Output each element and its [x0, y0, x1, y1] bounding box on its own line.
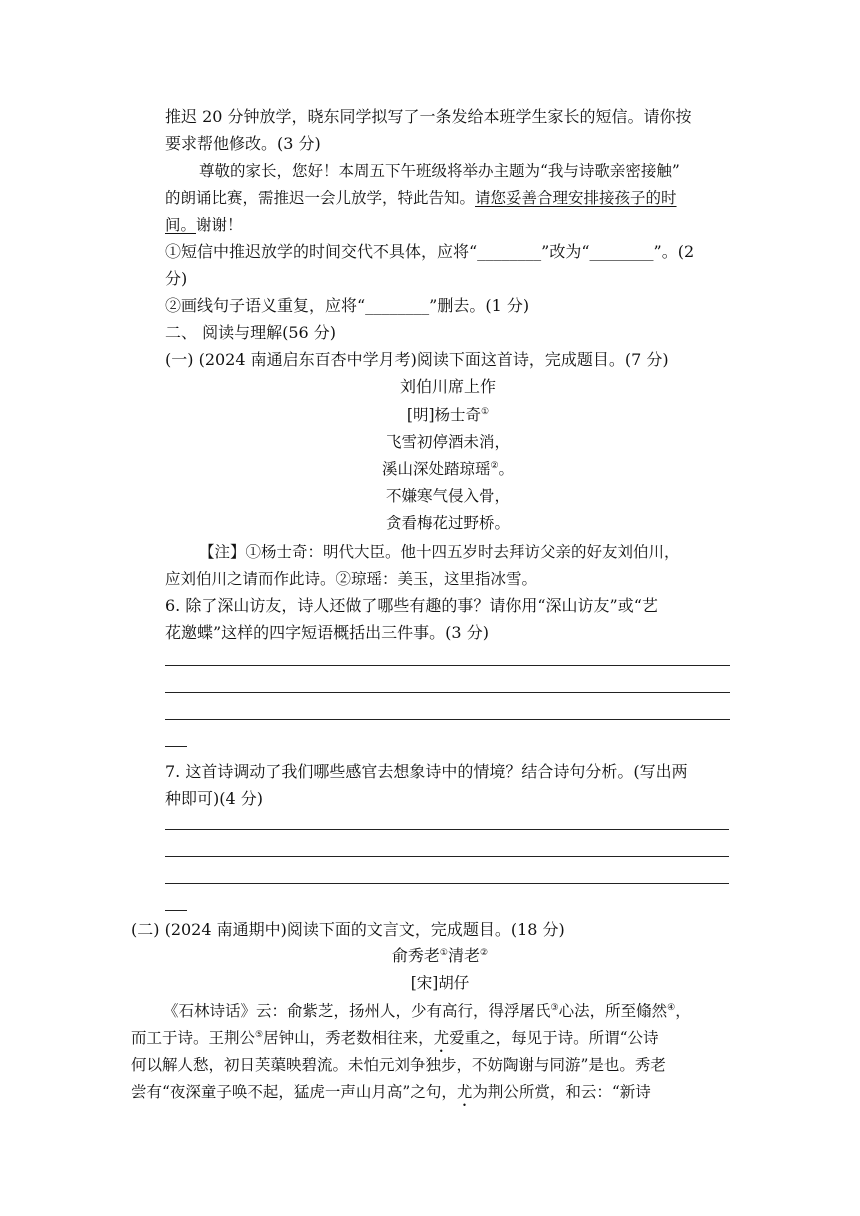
poem-notes-line2: 应刘伯川之请而作此诗。②琼瑶：美玉，这里指冰雪。 [165, 570, 538, 588]
part1-intro: (一) (2024 南通启东百杏中学月考)阅读下面这首诗，完成题目。(7 分) [165, 350, 669, 369]
q7-line2: 种即可)(4 分) [165, 789, 263, 808]
prose-author: [宋]胡仔 [410, 974, 470, 992]
underlined-sentence: 请您妥善合理安排接孩子的时 [475, 189, 677, 207]
note-marker: ① [481, 407, 490, 417]
poem-line-2-text: 溪山深处踏琼瑶 [381, 460, 491, 478]
q6-line1: 6. 除了深山访友，诗人还做了哪些有趣的事？请你用“深山访友”或“艺 [165, 596, 658, 615]
answer-line[interactable] [165, 883, 729, 884]
q6-line2: 花邀蝶”这样的四字短语概括出三件事。(3 分) [165, 623, 489, 642]
answer-line[interactable] [165, 746, 187, 747]
q5-message-line3 [165, 213, 243, 237]
answer-line[interactable] [165, 665, 730, 666]
answer-line[interactable] [165, 692, 730, 693]
poem-notes-line1: 【注】①杨士奇：明代大臣。他十四五岁时去拜访父亲的好友刘伯川， [199, 543, 680, 561]
message-text: 的朗诵比赛，需推迟一会儿放学，特此告知。 [165, 189, 476, 207]
part2-intro: (二) (2024 南通期中)阅读下面的文言文，完成题目。(18 分) [131, 920, 565, 939]
prose-title [0, 944, 860, 968]
answer-line[interactable] [165, 910, 187, 911]
q5-sub2: ②画线句子语义重复，应将“________”删去。(1 分) [165, 296, 530, 315]
prose-text: 尝有“夜深童子唤不起，猛虎一声山月高”之句， [131, 1083, 457, 1101]
poem-line-1: 飞雪初停酒未消， [385, 433, 510, 451]
answer-line[interactable] [165, 856, 729, 857]
note-marker: ③ [550, 1003, 559, 1013]
prose-text: 《石林诗话》云：俞紫芝，扬州人，少有高行，得浮屠氏 [163, 1002, 551, 1020]
prose-line3: 何以解人愁，初日芙蕖映碧流。未怕元刘争独步，不妨陶谢与同游”是也。秀老 [131, 1056, 666, 1074]
q7-line1: 7. 这首诗调动了我们哪些感官去想象诗中的情境？结合诗句分析。(写出两 [165, 762, 688, 781]
message-thanks: 谢谢！ [196, 216, 243, 234]
poem-author [0, 403, 860, 427]
prose-title-a: 俞秀老 [391, 946, 440, 965]
prose-line1 [163, 999, 691, 1023]
note-marker: ② [480, 948, 489, 958]
underlined-sentence-end: 间。 [165, 216, 197, 234]
answer-line[interactable] [165, 719, 730, 720]
prose-text: ， [675, 1002, 691, 1020]
prose-line4 [131, 1080, 651, 1110]
poem-line-3: 不嫌寒气侵入骨， [385, 487, 510, 505]
q5-sub1-line1: ①短信中推迟放学的时间交代不具体，应将“________”改为“________”。(2 [165, 242, 695, 261]
prose-text: 居钟山，秀老数相往来， [263, 1029, 434, 1047]
q5-stem-line2: 要求帮他修改。(3 分) [165, 134, 321, 153]
q5-message-line1: 尊敬的家长，您好！本周五下午班级将举办主题为“我与诗歌亲密接触” [199, 162, 680, 180]
emphasized-character: 尤 [433, 1029, 450, 1047]
prose-text: 而工于诗。王荆公 [131, 1029, 256, 1047]
q5-sub1-line2: 分) [165, 269, 188, 288]
poem-author-name: [明]杨士奇 [406, 406, 482, 424]
poem-line-2 [0, 457, 860, 481]
q5-message-line2 [165, 186, 677, 210]
prose-title-b: 清老 [448, 946, 481, 965]
note-marker: ① [439, 948, 448, 958]
prose-line2 [131, 1026, 659, 1056]
note-marker: ⑤ [255, 1030, 264, 1040]
emphasized-character: 尤 [456, 1083, 473, 1101]
q5-stem-line1: 推迟 20 分钟放学，晓东同学拟写了一条发给本班学生家长的短信。请你按 [165, 107, 692, 126]
note-marker: ② [490, 461, 499, 471]
prose-text: 心法，所至翛然 [558, 1002, 668, 1020]
answer-line[interactable] [165, 829, 729, 830]
poem-title: 刘伯川席上作 [399, 377, 496, 396]
prose-text: 为荆公所赏，和云：“新诗 [472, 1083, 651, 1101]
section-heading: 二、 阅读与理解(56 分) [165, 323, 337, 342]
poem-line-2-end: 。 [498, 460, 515, 478]
note-marker: ④ [667, 1003, 676, 1013]
poem-line-4: 贪看梅花过野桥。 [385, 514, 510, 532]
prose-text: 爱重之，每见于诗。所谓“公诗 [449, 1029, 659, 1047]
